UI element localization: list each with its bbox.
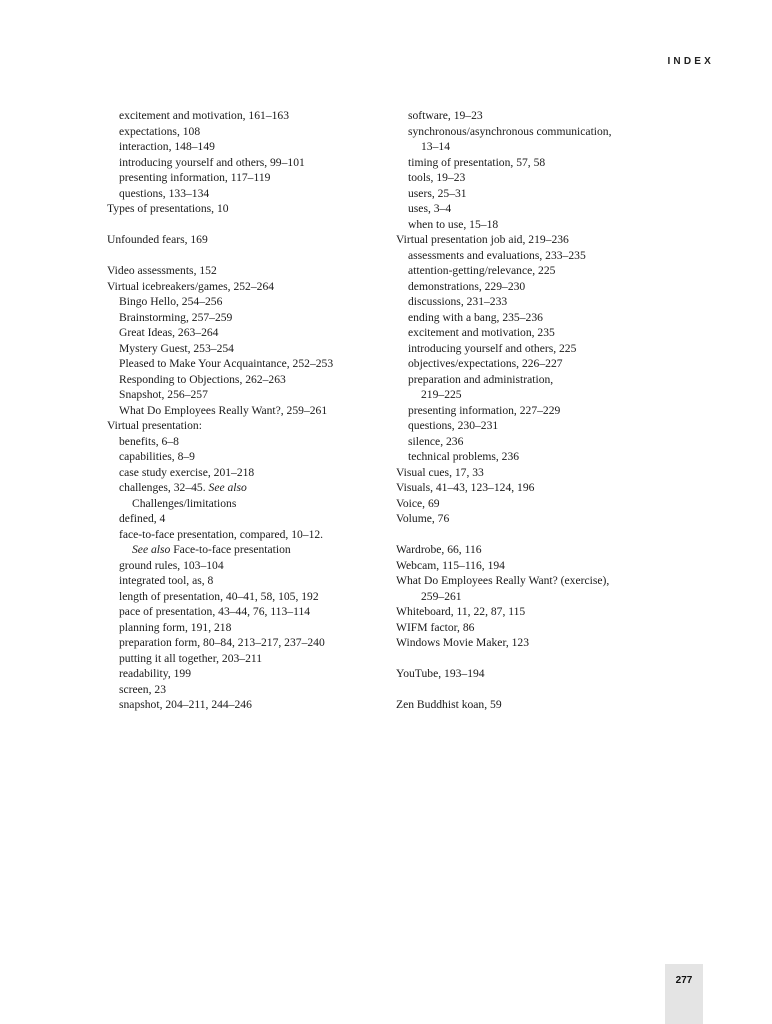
index-subentry [396,341,676,357]
index-entry-text: Virtual icebreakers/games, 252–264 [107,279,275,293]
index-entry-text: What Do Employees Really Want?, 259–261 [119,403,328,417]
index-entry-text: Virtual presentation: [107,419,202,432]
index-subentry [396,155,676,171]
index-letter-gap [396,527,676,543]
index-entry-text: capabilities, 8–9 [119,450,195,463]
index-subentry [107,620,377,636]
index-subentry [107,403,377,419]
index-letter-gap [396,682,676,698]
index-subentry [396,589,676,605]
index-entry [396,697,676,713]
index-subentry [396,356,676,372]
index-entry-text: demonstrations, 229–230 [408,279,526,293]
index-entry-text: WIFM factor, 86 [396,620,475,634]
index-entry-text: Mystery Guest, 253–254 [119,341,234,355]
index-letter-gap [396,651,676,667]
index-entry-text: Types of presentations, 10 [107,202,229,215]
index-entry-text: introducing yourself and others, 99–101 [119,155,305,169]
index-subentry [396,217,676,233]
index-entry [396,542,676,558]
index-entry [396,666,676,682]
index-subentry [107,697,377,713]
index-entry-text: ground rules, 103–104 [119,558,224,572]
index-entry [107,232,377,248]
index-subentry [107,434,377,450]
index-subentry [107,294,377,310]
index-entry-text: uses, 3–4 [408,202,452,215]
index-subentry [396,403,676,419]
index-subentry [107,124,377,140]
index-subentry [396,170,676,186]
index-entry-text: tools, 19–23 [408,171,466,184]
index-column-left [107,108,377,713]
index-subentry [107,527,377,543]
index-subentry [396,186,676,202]
index-entry-text: Windows Movie Maker, 123 [396,636,530,649]
index-entry-text: discussions, 231–233 [408,295,508,308]
index-subentry [107,682,377,698]
index-entry [396,480,676,496]
index-entry-text: length of presentation, 40–41, 58, 105, 192 [119,589,319,603]
index-subentry [107,666,377,682]
index-entry-text: Responding to Objections, 262–263 [119,372,286,386]
index-subentry [107,449,377,465]
index-subentry [107,604,377,620]
index-entry [396,232,676,248]
index-entry-text: Bingo Hello, 254–256 [119,295,223,308]
index-entry [396,604,676,620]
index-entry-text: Challenges/limitations [132,496,237,510]
index-entry-text: presenting information, 117–119 [119,171,271,184]
index-entry-text: software, 19–23 [408,109,483,122]
index-entry [396,496,676,512]
index-entry-text: introducing yourself and others, 225 [408,341,577,355]
index-entry-text: challenges, 32–45. [119,481,209,494]
index-entry [396,635,676,651]
index-entry-text: 219–225 [421,388,462,401]
index-entry-text: case study exercise, 201–218 [119,465,255,479]
index-entry-text: screen, 23 [119,682,166,696]
index-entry-text: YouTube, 193–194 [396,667,485,680]
page-number: 277 [675,975,693,986]
index-entry-text: Brainstorming, 257–259 [119,310,233,324]
index-entry-text: interaction, 148–149 [119,140,215,153]
see-also-label: See also [132,543,171,556]
index-entry-text: pace of presentation, 43–44, 76, 113–114 [119,605,311,618]
index-subentry [396,139,676,155]
index-entry-text: readability, 199 [119,667,192,680]
index-entry-text: when to use, 15–18 [408,217,499,231]
index-subentry [107,186,377,202]
index-subentry [107,387,377,403]
index-subentry [107,465,377,481]
index-entry-text: Volume, 76 [396,512,450,525]
index-subentry [396,279,676,295]
index-subentry [107,635,377,651]
index-subentry [396,418,676,434]
index-subentry [107,542,377,558]
index-entry-text: Face-to-face presentation [170,543,291,556]
index-entry-text: questions, 230–231 [408,419,499,432]
index-entry [107,263,377,279]
index-subentry [107,496,377,512]
index-entry [396,620,676,636]
index-entry [107,418,377,434]
index-entry-text: technical problems, 236 [408,450,520,463]
index-subentry [107,155,377,171]
index-subentry [107,480,377,496]
index-entry-text: Virtual presentation job aid, 219–236 [396,233,569,246]
index-entry-text: snapshot, 204–211, 244–246 [119,698,252,711]
index-subentry [107,558,377,574]
index-entry-text: excitement and motivation, 235 [408,326,555,339]
see-also-label: See also [208,481,247,494]
index-entry-text: questions, 133–134 [119,186,210,200]
index-entry-text: Pleased to Make Your Acquaintance, 252–253 [119,357,334,370]
index-entry [396,558,676,574]
index-subentry [107,511,377,527]
index-subentry [396,310,676,326]
index-subentry [107,573,377,589]
index-subentry [107,372,377,388]
index-subentry [396,387,676,403]
index-subentry [396,201,676,217]
index-entry-text: 259–261 [421,589,462,603]
index-subentry [107,651,377,667]
index-entry-text: attention-getting/relevance, 225 [408,264,556,277]
index-column-right [396,108,676,713]
index-subentry [107,341,377,357]
index-entry [107,201,377,217]
index-subentry [396,108,676,124]
index-entry-text: What Do Employees Really Want? (exercise), [396,574,610,587]
index-entry [396,573,676,589]
index-entry-text: users, 25–31 [408,186,467,200]
index-entry-text: Visuals, 41–43, 123–124, 196 [396,481,535,494]
index-subentry [107,170,377,186]
index-entry-text: assessments and evaluations, 233–235 [408,248,586,262]
index-entry-text: Video assessments, 152 [107,264,217,277]
index-subentry [396,294,676,310]
index-subentry [396,372,676,388]
index-entry-text: benefits, 6–8 [119,434,179,448]
index-entry-text: Great Ideas, 263–264 [119,326,219,339]
index-letter-gap [107,248,377,264]
index-entry-text: integrated tool, as, 8 [119,574,214,587]
index-entry-text: presenting information, 227–229 [408,403,561,417]
index-subentry [107,310,377,326]
index-entry-text: Zen Buddhist koan, 59 [396,698,502,711]
index-subentry [396,263,676,279]
running-header: INDEX [667,56,714,67]
index-entry-text: face-to-face presentation, compared, 10–12. [119,527,324,541]
index-subentry [107,108,377,124]
index-subentry [107,139,377,155]
index-entry-text: Webcam, 115–116, 194 [396,558,505,572]
index-entry-text: Whiteboard, 11, 22, 87, 115 [396,605,526,618]
index-subentry [396,434,676,450]
index-entry-text: preparation and administration, [408,372,554,386]
index-entry-text: preparation form, 80–84, 213–217, 237–240 [119,636,325,649]
index-entry-text: silence, 236 [408,434,464,448]
index-entry [396,511,676,527]
index-subentry [107,589,377,605]
index-entry-text: ending with a bang, 235–236 [408,310,543,324]
index-entry-text: 13–14 [421,140,450,153]
page-number-tab [665,964,703,1024]
index-entry [107,279,377,295]
index-entry [396,465,676,481]
index-subentry [396,449,676,465]
index-entry-text: planning form, 191, 218 [119,620,232,634]
index-entry-text: objectives/expectations, 226–227 [408,357,563,370]
index-entry-text: Unfounded fears, 169 [107,233,208,246]
index-entry-text: expectations, 108 [119,124,201,138]
index-entry-text: timing of presentation, 57, 58 [408,155,546,169]
index-entry-text: synchronous/asynchronous communication, [408,124,612,138]
index-entry-text: Visual cues, 17, 33 [396,465,484,479]
index-letter-gap [107,217,377,233]
index-entry-text: Snapshot, 256–257 [119,388,208,401]
index-entry-text: putting it all together, 203–211 [119,651,263,665]
index-entry-text: excitement and motivation, 161–163 [119,109,290,122]
index-entry-text: defined, 4 [119,512,166,525]
index-subentry [396,325,676,341]
index-subentry [396,124,676,140]
index-entry-text: Wardrobe, 66, 116 [396,543,482,556]
index-entry-text: Voice, 69 [396,496,440,510]
index-subentry [396,248,676,264]
index-subentry [107,356,377,372]
index-subentry [107,325,377,341]
